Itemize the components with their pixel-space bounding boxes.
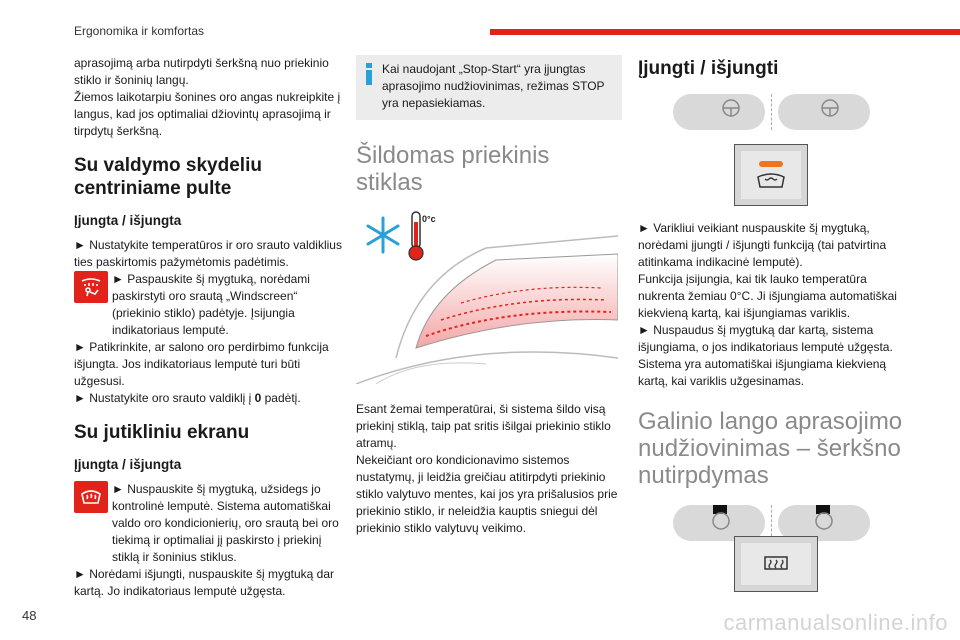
page-number: 48 (22, 608, 37, 623)
subtitle-on-off-2: Įjungta / išjungta (74, 457, 182, 472)
rear-window-heat-icon (762, 554, 790, 574)
console-step-2: ► Paspauskite šį mygtuką, norėdami paskirstyti oro srautą „Windscreen“ (priekinio stiklo) padėtyje. Įsijungia indikatoriaus lemputė. (112, 272, 310, 337)
steering-controls-row-1 (638, 94, 904, 130)
indicator-led (759, 161, 783, 167)
on-off-info-1: Funkcija įsijungia, kai tik lauko temperatūra nukrenta žemiau 0°C. Ji išjungiama automatiškai kiekvieną kartą, kai išjungiamas variklis. (638, 272, 897, 320)
section-title-center-console: Su valdymo skydeliu centriniame pulte (74, 155, 262, 199)
watermark: carmanualsonline.info (723, 610, 948, 635)
on-off-step-2: ► Nuspaudus šį mygtuką dar kartą, sistema išjungiama, o jos indikatoriaus lemputė užgęsta. (638, 323, 893, 354)
thermometer-icon (409, 212, 423, 260)
intro-paragraph-1: aprasojimą arba nutirpdyti šerkšną nuo priekinio stiklo ir šoninių langų. (74, 56, 329, 87)
header-accent-bar (490, 29, 960, 35)
section-title-on-off: Įjungti / išjungti (638, 58, 779, 79)
touchscreen-step-2: ► Norėdami išjungti, nuspauskite šį mygtuką dar kartą. Jo indikatoriaus lemputė užgęsta. (74, 567, 334, 598)
divider-1 (771, 94, 772, 130)
heated-windscreen-p2: Nekeičiant oro kondicionavimo sistemos nustatymų, ji leidžia greičiau atitirpdyti priekinio stiklo valytuvo mentes, kai jos yra prišalusios prie priekinio stiklo, ir neleidžia kauptis sniegui dėl priekinio stiklo valytuvų veikimo. (356, 453, 618, 535)
temperature-label: 0°c (422, 214, 436, 224)
right-control-pad (778, 94, 870, 130)
on-off-step-1: ► Varikliui veikiant nuspauskite šį mygtuką, norėdami įjungti / išjungti funkciją (tai patvirtina atitinkama indikacinė lemputė). (638, 221, 887, 269)
windscreen-defrost-icon (74, 481, 108, 513)
column-middle (356, 55, 622, 537)
info-icon (364, 61, 376, 112)
snowflake-icon (368, 218, 398, 252)
windscreen-heat-icon (756, 171, 786, 189)
heated-windscreen-p1: Esant žemai temperatūrai, ši sistema šildo visą priekinį stiklą, taip pat sritis išilgai priekinio stiklo atramų. (356, 402, 611, 450)
column-right (638, 55, 904, 541)
section-title-touchscreen: Su jutikliniu ekranu (74, 422, 250, 443)
windscreen-airflow-icon (74, 271, 108, 303)
rear-defrost-button[interactable] (734, 536, 818, 592)
console-step-4: ► Nustatykite oro srauto valdiklį į 0 padėtį. (74, 391, 301, 405)
info-text: Kai naudojant „Stop-Start“ yra įjungtas aprasojimo nudžiovinimas, režimas STOP yra nepasiekiamas. (382, 62, 605, 110)
on-off-info-2: Sistema yra automatiškai išjungiama kiekvieną kartą, kai variklis užgesinamas. (638, 357, 887, 388)
info-box (356, 55, 622, 120)
heated-windscreen-illustration (356, 208, 618, 384)
section-title-rear-defrost: Galinio lango aprasojimo nudžiovinimas – šerkšno nutirpdymas (638, 408, 903, 489)
section-title-heated-windscreen: Šildomas priekinis stiklas (356, 142, 550, 196)
console-step-1: ► Nustatykite temperatūros ir oro srauto valdiklius ties paskirtomis pažymėtomis padėtimis. (74, 238, 342, 269)
left-control-pad (673, 94, 765, 130)
console-step-3: ► Patikrinkite, ar salono oro perdirbimo funkcija išjungta. Jos indikatoriaus lemputė turi būti užgesusi. (74, 340, 329, 388)
column-left (74, 55, 342, 600)
console-step-2-row (74, 271, 342, 339)
subtitle-on-off-1: Įjungta / išjungta (74, 213, 182, 228)
header-title: Ergonomika ir komfortas (74, 24, 205, 38)
intro-paragraph-2: Žiemos laikotarpiu šonines oro angas nukreipkite į langus, kad jos optimaliai džiovintų aprasojimą ir tirpdytų šerkšną. (74, 90, 341, 138)
heated-windscreen-button[interactable] (734, 144, 808, 206)
touchscreen-step-1-row (74, 481, 342, 566)
touchscreen-step-1: ► Nuspauskite šį mygtuką, užsidegs jo kontrolinė lemputė. Sistema automatiškai valdo oro kondicionierių, oro srautą bei oro tiekimą ir optimaliai jį paskirsto į priekinį stiklą ir šoninius stiklus. (112, 482, 339, 564)
